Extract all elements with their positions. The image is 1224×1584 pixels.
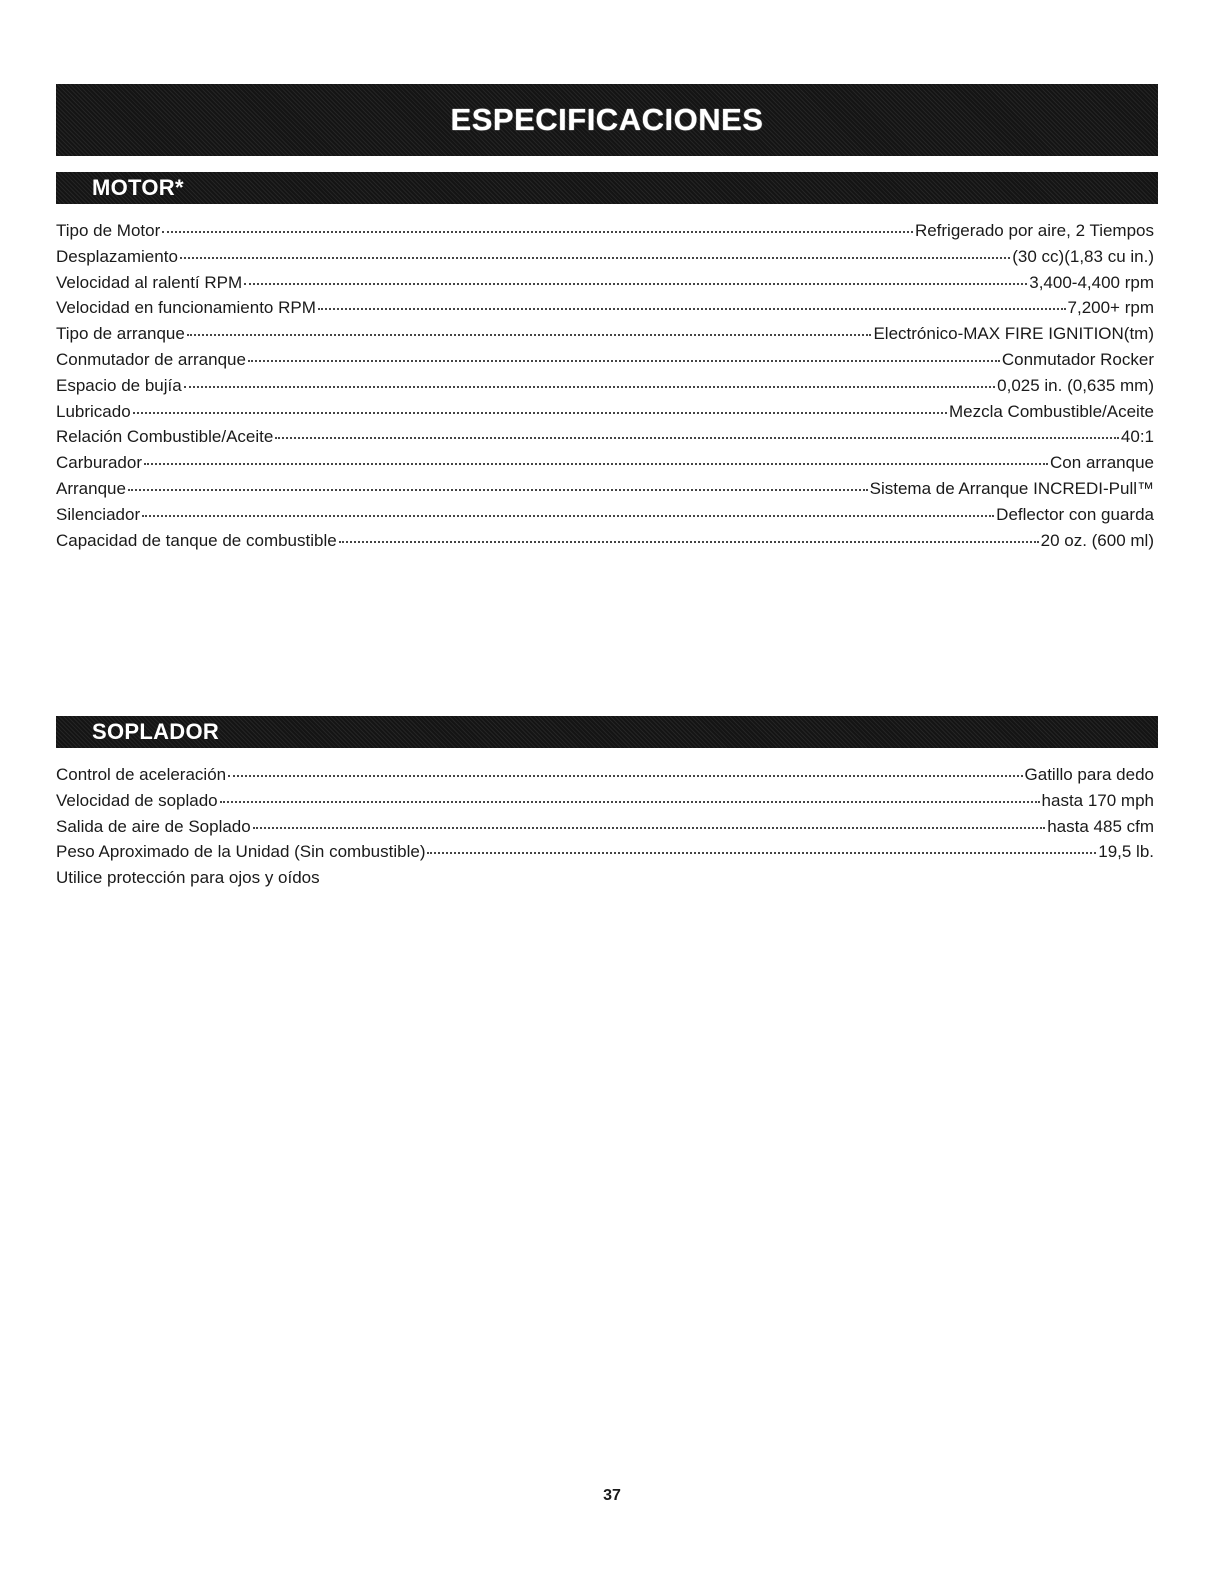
leader-dots <box>184 386 995 388</box>
leader-dots <box>339 541 1039 543</box>
spec-label: Lubricado <box>56 401 131 421</box>
soplador-section-header <box>56 716 1158 748</box>
motor-section-header <box>56 172 1158 204</box>
spec-label: Conmutador de arranque <box>56 349 246 369</box>
safety-note: Utilice protección para ojos y oídos <box>56 868 320 887</box>
spec-value: Gatillo para dedo <box>1024 765 1154 784</box>
spec-value: Mezcla Combustible/Aceite <box>948 401 1154 421</box>
spec-label: Salida de aire de Soplado <box>56 816 251 836</box>
spec-value: Refrigerado por aire, 2 Tiempos <box>914 221 1154 240</box>
leader-dots <box>142 515 994 517</box>
spec-label: Velocidad de soplado <box>56 790 218 810</box>
spec-label: Carburador <box>56 453 142 473</box>
spec-label: Velocidad al ralentí RPM <box>56 272 243 292</box>
spec-value: 40:1 <box>1120 427 1154 447</box>
spec-row <box>56 476 1154 502</box>
spec-label: Relación Combustible/Aceite <box>56 427 274 447</box>
spec-value: 3,400-4,400 rpm <box>1029 272 1154 292</box>
spec-row <box>56 295 1154 321</box>
spec-label: Control de aceleración <box>56 765 227 784</box>
spec-row <box>56 839 1154 865</box>
spec-value: 20 oz. (600 ml) <box>1040 530 1154 550</box>
leader-dots <box>128 489 868 491</box>
spec-value: Electrónico-MAX FIRE IGNITION(tm) <box>873 324 1154 344</box>
leader-dots <box>144 463 1048 465</box>
soplador-section-title: SOPLADOR <box>92 719 220 744</box>
page-number: 37 <box>603 1487 621 1504</box>
spec-row <box>56 399 1154 425</box>
spec-row <box>56 270 1154 296</box>
leader-dots <box>162 231 913 233</box>
spec-row <box>56 321 1154 347</box>
spec-label: Tipo de Motor <box>56 221 161 240</box>
spec-row <box>56 424 1154 450</box>
leader-dots <box>248 360 1000 362</box>
spec-row <box>56 528 1154 554</box>
spec-row <box>56 814 1154 840</box>
spec-value: hasta 170 mph <box>1041 790 1154 810</box>
spec-row <box>56 373 1154 399</box>
spec-row <box>56 450 1154 476</box>
spec-row <box>56 218 1154 244</box>
spec-row <box>56 347 1154 373</box>
spec-row <box>56 788 1154 814</box>
spec-value: Deflector con guarda <box>996 504 1154 524</box>
leader-dots <box>220 801 1040 803</box>
spec-value: (30 cc)(1,83 cu in.) <box>1012 246 1154 266</box>
spec-value: hasta 485 cfm <box>1047 816 1154 836</box>
spec-value: 19,5 lb. <box>1098 842 1154 862</box>
page-title-banner <box>56 84 1158 156</box>
spec-value: Con arranque <box>1050 453 1154 473</box>
motor-section-title: MOTOR* <box>92 175 184 200</box>
leader-dots <box>180 257 1010 259</box>
page-title: ESPECIFICACIONES <box>450 102 764 137</box>
spec-label: Tipo de arranque <box>56 324 185 344</box>
spec-label: Desplazamiento <box>56 246 178 266</box>
spec-label: Velocidad en funcionamiento RPM <box>56 298 316 318</box>
spec-row <box>56 762 1154 788</box>
leader-dots <box>427 852 1096 854</box>
leader-dots <box>187 334 872 336</box>
spec-label: Arranque <box>56 478 126 498</box>
leader-dots <box>318 308 1066 310</box>
leader-dots <box>253 827 1046 829</box>
leader-dots <box>244 283 1027 285</box>
spec-label: Capacidad de tanque de combustible <box>56 530 337 550</box>
spec-value: 7,200+ rpm <box>1067 298 1154 318</box>
spec-row <box>56 502 1154 528</box>
spec-row <box>56 244 1154 270</box>
leader-dots <box>275 437 1119 439</box>
spec-label: Espacio de bujía <box>56 375 182 395</box>
soplador-spec-list <box>56 762 1154 865</box>
spec-value: Conmutador Rocker <box>1001 349 1154 369</box>
spec-value: 0,025 in. (0,635 mm) <box>997 375 1154 395</box>
motor-spec-list <box>56 218 1154 553</box>
leader-dots <box>133 412 947 414</box>
spec-label: Silenciador <box>56 504 141 524</box>
spec-label: Peso Aproximado de la Unidad (Sin combustible) <box>56 842 426 862</box>
spec-value: Sistema de Arranque INCREDI-Pull™ <box>869 478 1154 498</box>
leader-dots <box>228 775 1022 777</box>
